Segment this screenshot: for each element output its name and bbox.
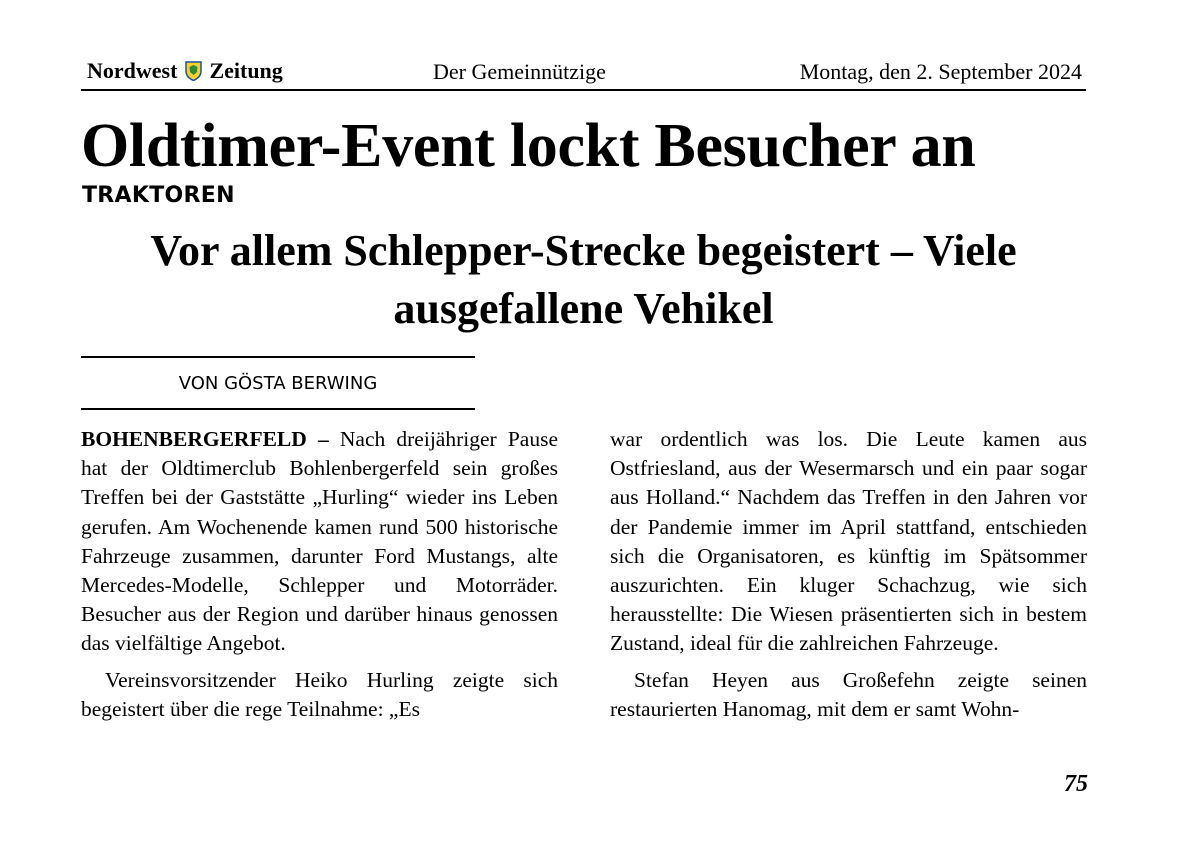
article-column-right [610,425,1087,731]
page-number: 75 [1064,771,1088,797]
paragraph-text: Nach dreijähriger Pause hat der Oldtimerclub Bohlenbergerfeld sein großes Treffen bei der Gaststätte „Hurling“ wieder ins Leben gerufen. Am Wochenende kamen rund 500 historische Fahrzeuge zusammen, darunter Ford Mustangs, alte Mercedes-Modelle, Schlepper und Motorräder. Besucher aus der Region und darüber hinaus genossen das vielfältige Angebot. [81,427,558,656]
headline: Oldtimer-Event lockt Besucher an [81,112,976,180]
brand-name-right: Zeitung [209,58,283,83]
paragraph: Stefan Heyen aus Großefehn zeigte seinen restaurierten Hanomag, mit dem er samt Wohn- [610,667,1087,721]
issue-date: Montag, den 2. September 2024 [799,59,1082,84]
coat-of-arms-icon [185,61,202,87]
kicker: TRAKTOREN [82,183,235,208]
byline: VON GÖSTA BERWING [178,373,378,394]
article-column-left [81,425,558,731]
newspaper-brand [87,58,283,87]
brand-name-left: Nordwest [87,58,178,83]
masthead [81,57,1086,91]
section-name: Der Gemeinnützige [433,59,606,84]
paragraph: Vereinsvorsitzender Heiko Hurling zeigte sich begeistert über die rege Teilnahme: „Es [81,667,558,721]
paragraph [81,425,558,659]
subhead: Vor allem Schlepper-Strecke begeistert – Viele ausgefallene Vehikel [150,226,1017,333]
paragraph: war ordentlich was los. Die Leute kamen aus Ostfriesland, aus der Wesermarsch und ein paar sogar aus Holland.“ Nachdem das Treffen in den Jahren vor der Pandemie immer im April stattfand, entschieden sich die Organisatoren, es künftig im Spätsommer auszurichten. Ein kluger Schachzug, wie sich herausstellte: Die Wiesen präsentierten sich in bestem Zustand, ideal für die zahlreichen Fahrzeuge. [610,427,1087,656]
byline-rule-bottom [81,408,475,410]
dateline: BOHENBERGERFELD – [81,427,329,451]
byline-rule-top [81,356,475,358]
